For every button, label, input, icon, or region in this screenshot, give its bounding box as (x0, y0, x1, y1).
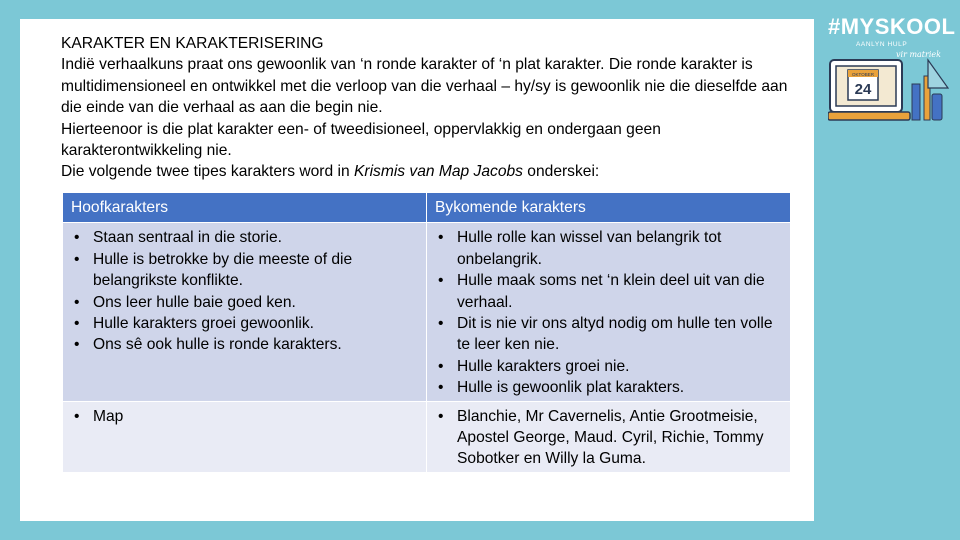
list-item: • Hulle rolle kan wissel van belangrik tot onbelangrik. (435, 227, 782, 270)
list-item: • Blanchie, Mr Cavernelis, Antie Grootmeisie, Apostel George, Maud. Cyril, Richie, Tommy Sobotker en Willy la Guma. (435, 406, 782, 470)
bullet-list (435, 406, 782, 470)
table-header-row (63, 193, 791, 223)
bullet-list (435, 227, 782, 398)
list-item: • Ons sê ook hulle is ronde karakters. (71, 334, 418, 355)
intro-paragraph-2: Hierteenoor is die plat karakter een- of tweedisioneel, oppervlakkig en ondergaan geen karakterontwikkeling nie. (61, 120, 661, 160)
calendar-month: OKTOBER (852, 72, 874, 77)
list-item: • Hulle karakters groei nie. (435, 356, 782, 377)
bullet-list (71, 227, 418, 355)
intro-paragraph-3 (61, 161, 796, 182)
list-item: • Staan sentraal in die storie. (71, 227, 418, 248)
intro-suffix: onderskei: (522, 163, 600, 181)
list-item: • Map (71, 406, 418, 427)
list-item: • Hulle is betrokke by die meeste of die belangrikste konflikte. (71, 249, 418, 292)
list-item: • Hulle maak soms net ‘n klein deel uit van die verhaal. (435, 270, 782, 313)
character-table (62, 192, 791, 473)
calendar-day: 24 (854, 81, 872, 98)
secondary-characters-names (427, 401, 791, 472)
main-characters-names (63, 401, 427, 472)
table-row (63, 401, 791, 472)
intro-paragraph-1: Indië verhaalkuns praat ons gewoonlik van ‘n ronde karakter of ‘n plat karakter. Die ronde karakter is multidimensioneel en ontwikkel met die verloop van die verhaal – hy/sy is gewoonlik nie die dieselfde aan die einde van die verhaal as aan die begin nie. (61, 56, 788, 117)
book-title: Krismis van Map Jacobs (353, 163, 523, 181)
bullet-list (71, 406, 418, 427)
page-title: KARAKTER EN KARAKTERISERING (61, 35, 324, 52)
header-main-characters: Hoofkarakters (63, 193, 427, 223)
main-characters-traits (63, 223, 427, 401)
header-secondary-characters: Bykomende karakters (427, 193, 791, 223)
intro-text (61, 33, 796, 183)
tagline: AANLYN HULP (856, 41, 908, 48)
list-item: • Dit is nie vir ons altyd nodig om hulle ten volle te leer ken nie. (435, 313, 782, 356)
intro-prefix: Die volgende twee tipes karakters word in (61, 163, 354, 181)
desk-illustration-icon (828, 58, 950, 138)
secondary-characters-traits (427, 223, 791, 401)
list-item: • Ons leer hulle baie goed ken. (71, 292, 418, 313)
myskool-branding (828, 14, 956, 144)
list-item: • Hulle karakters groei gewoonlik. (71, 313, 418, 334)
list-item: • Hulle is gewoonlik plat karakters. (435, 377, 782, 398)
tagline-script: vir matriek (896, 50, 941, 59)
table-row (63, 223, 791, 401)
myskool-logo: #MYSKOOL (828, 14, 956, 39)
